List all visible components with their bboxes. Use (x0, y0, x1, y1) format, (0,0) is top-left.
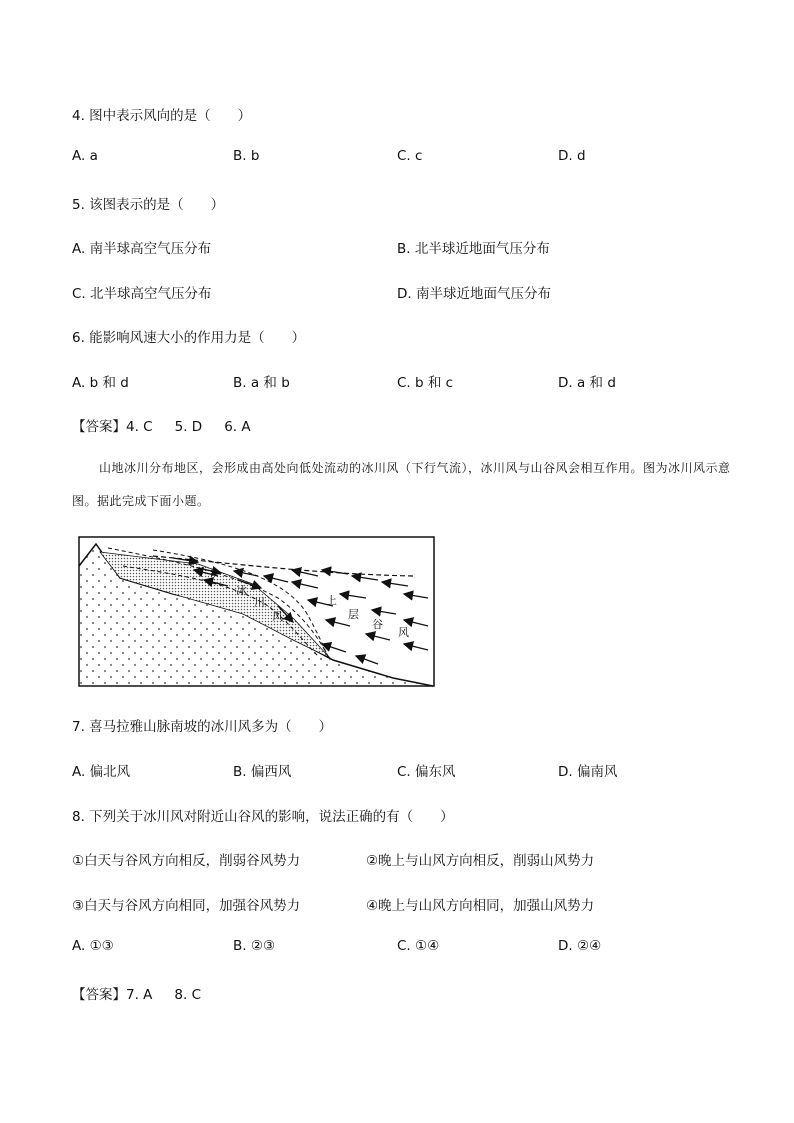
q7-stem: 7. 喜马拉雅山脉南坡的冰川风多为（ ） (72, 719, 333, 735)
label-chuan: 川 (254, 596, 265, 609)
q4-stem: 4. 图中表示风向的是（ ） (72, 108, 252, 124)
q4-option-d: D. d (558, 148, 586, 164)
q7-option-b: B. 偏西风 (233, 764, 292, 780)
answer-key-1 (72, 415, 251, 435)
q4-option-a: A. a (72, 148, 98, 164)
glacier-wind-diagram (78, 536, 436, 688)
answer-key-2 (72, 983, 201, 1003)
label-feng-valley: 风 (398, 626, 409, 639)
q5-stem: 5. 该图表示的是（ ） (72, 197, 225, 213)
q4-option-c: C. c (397, 148, 423, 164)
answer-label: 【答案】 (72, 419, 126, 435)
q7-option-c: C. 偏东风 (397, 764, 456, 780)
q8-option-c: C. ①④ (397, 938, 440, 954)
q5-option-a: A. 南半球高空气压分布 (72, 241, 212, 257)
passage (72, 452, 732, 518)
answer-label: 【答案】 (72, 987, 126, 1003)
label-gu: 谷 (372, 618, 383, 631)
label-shang: 上 (326, 594, 337, 607)
answer-item: 8. C (174, 987, 202, 1003)
q6-option-d: D. a 和 d (558, 375, 616, 391)
answer-item: 6. A (224, 419, 251, 435)
q8-statement-1: ①白天与谷风方向相反，削弱谷风势力 (72, 853, 301, 869)
q5-option-d: D. 南半球近地面气压分布 (397, 286, 551, 302)
label-bing: 冰 (236, 584, 247, 597)
answer-item: 4. C (126, 419, 153, 435)
q7-option-a: A. 偏北风 (72, 764, 131, 780)
q8-statement-2: ②晚上与山风方向相反，削弱山风势力 (366, 853, 595, 869)
q6-option-a: A. b 和 d (72, 375, 129, 391)
q8-stem: 8. 下列关于冰川风对附近山谷风的影响，说法正确的有（ ） (72, 809, 454, 825)
q6-option-b: B. a 和 b (233, 375, 290, 391)
q8-statement-4: ④晚上与山风方向相同，加强山风势力 (366, 898, 595, 914)
q7-option-d: D. 偏南风 (558, 764, 618, 780)
answer-item: 7. A (126, 987, 153, 1003)
label-feng-glacier: 风 (272, 610, 283, 623)
q8-option-d: D. ②④ (558, 938, 602, 954)
q5-option-c: C. 北半球高空气压分布 (72, 286, 212, 302)
q8-option-b: B. ②③ (233, 938, 276, 954)
q6-stem: 6. 能影响风速大小的作用力是（ ） (72, 330, 306, 346)
q8-option-a: A. ①③ (72, 938, 114, 954)
q8-statement-3: ③白天与谷风方向相同，加强谷风势力 (72, 898, 301, 914)
q5-option-b: B. 北半球近地面气压分布 (397, 241, 550, 257)
label-ceng: 层 (348, 608, 359, 621)
q4-option-b: B. b (233, 148, 260, 164)
q6-option-c: C. b 和 c (397, 375, 454, 391)
passage-text: 山地冰川分布地区，会形成由高处向低处流动的冰川风（下行气流），冰川风与山谷风会相互作用。图为冰川风示意图。据此完成下面小题。 (72, 461, 731, 508)
answer-item: 5. D (174, 419, 203, 435)
